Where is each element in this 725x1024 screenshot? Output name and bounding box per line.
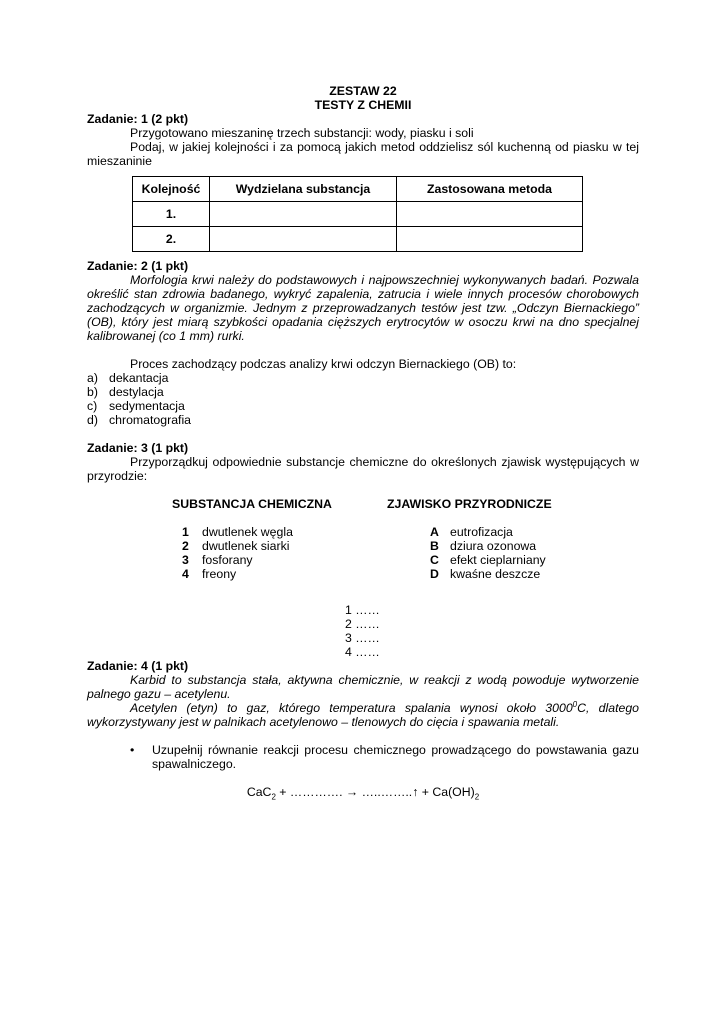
option-letter: b) — [87, 385, 98, 399]
option-letter: c) — [87, 399, 98, 413]
option-d[interactable] — [87, 413, 639, 427]
option-text: chromatografia — [109, 413, 192, 427]
option-a[interactable] — [87, 371, 639, 385]
table-row — [133, 202, 583, 227]
task3-heading: Zadanie: 3 (1 pkt) — [87, 441, 189, 455]
task4-instruction — [130, 743, 639, 771]
substance-column — [172, 497, 332, 581]
task3-text: Przyporządkuj odpowiednie substancje chemiczne do określonych zjawisk występujących w przyrodzie: — [87, 455, 639, 483]
task1-line2: Podaj, w jakiej kolejności i za pomocą jakich metod oddzielisz sól kuchenną od piasku w tej mieszaninie — [87, 140, 639, 168]
list-item: 4 freony — [182, 567, 237, 581]
set-title: ZESTAW 22 — [329, 84, 397, 98]
answer-cell[interactable] — [397, 227, 583, 252]
list-item: B dziura ozonowa — [430, 539, 537, 553]
option-text: sedymentacja — [109, 399, 185, 413]
phenomenon-column — [387, 497, 552, 581]
table-header-row — [133, 177, 583, 202]
phenomenon-header: ZJAWISKO PRZYRODNICZE — [387, 497, 552, 511]
option-b[interactable] — [87, 385, 639, 399]
option-c[interactable] — [87, 399, 639, 413]
row-number: 1. — [133, 202, 210, 227]
answer-blanks — [345, 603, 725, 659]
answer-blank[interactable]: 1 …… — [345, 603, 380, 617]
option-text: destylacja — [109, 385, 164, 399]
list-item: 2 dwutlenek siarki — [182, 539, 290, 553]
answer-cell[interactable] — [210, 227, 397, 252]
list-item: 3 fosforany — [182, 553, 253, 567]
reaction-equation[interactable]: CaC$_2$ + …………. → …..……..↑ + $Ca(OH)_2$ — [246, 785, 480, 802]
answer-blank[interactable]: 2 …… — [345, 617, 380, 631]
list-item: 1 dwutlenek węgla — [182, 525, 293, 539]
answer-blank[interactable]: 3 …… — [345, 631, 380, 645]
header-order: Kolejność — [133, 177, 210, 202]
bullet-icon: • — [130, 743, 135, 757]
answer-blank[interactable]: 4 …… — [345, 645, 380, 659]
task4-paragraph2: Acetylen (etyn) to gaz, którego temperatura spalania wynosi około 3000$^0$C, dlatego wykorzystywany jest w palnikach acetylenowo – tlenowych do cięcia i spawania metali. — [87, 699, 639, 729]
task2-question: Proces zachodzący podczas analizy krwi odczyn Biernackiego (OB) to: — [130, 357, 517, 371]
task1-heading: Zadanie: 1 (2 pkt) — [87, 112, 189, 126]
header-substance: Wydzielana substancja — [210, 177, 397, 202]
answer-cell[interactable] — [210, 202, 397, 227]
row-number: 2. — [133, 227, 210, 252]
answer-cell[interactable] — [397, 202, 583, 227]
task4-heading: Zadanie: 4 (1 pkt) — [87, 659, 189, 673]
option-letter: a) — [87, 371, 98, 385]
instruction-text: Uzupełnij równanie reakcji procesu chemicznego prowadzącego do powstawania gazu spawalniczego. — [152, 743, 639, 771]
substance-header: SUBSTANCJA CHEMICZNA — [172, 497, 332, 511]
task2-heading: Zadanie: 2 (1 pkt) — [87, 259, 189, 273]
document-page — [87, 84, 639, 802]
task4-paragraph1: Karbid to substancja stała, aktywna chemicznie, w reakcji z wodą powoduje wytworzenie palnego gazu – acetylenu. — [87, 673, 639, 701]
list-item: C efekt cieplarniany — [430, 553, 546, 567]
option-text: dekantacja — [109, 371, 169, 385]
task2-text: Morfologia krwi należy do podstawowych i najpowszechniej wykonywanych badań. Pozwala określić stan zdrowia badanego, wykryć zapalenia, zatrucia i wiele innych procesów chorobowych zachodzących w organizmie. Jednym z przeprowadzanych testów jest tzw. „Odczyn Biernackiego” (OB), który jest miarą szybkości opadania cięższych erytrocytów w osoczu krwi na dno specjalnej kalibrowanej (co 1 mm) rurki. — [87, 273, 639, 343]
option-letter: d) — [87, 413, 98, 427]
test-title: TESTY Z CHEMII — [314, 98, 412, 112]
list-item: D kwaśne deszcze — [430, 567, 541, 581]
table-row — [133, 227, 583, 252]
list-item: A eutrofizacja — [430, 525, 513, 539]
matching-columns — [87, 497, 639, 589]
task2-options — [87, 371, 639, 427]
header-method: Zastosowana metoda — [397, 177, 583, 202]
task1-line1: Przygotowano mieszaninę trzech substancji: wody, piasku i soli — [130, 126, 474, 140]
task1-table — [132, 176, 583, 252]
